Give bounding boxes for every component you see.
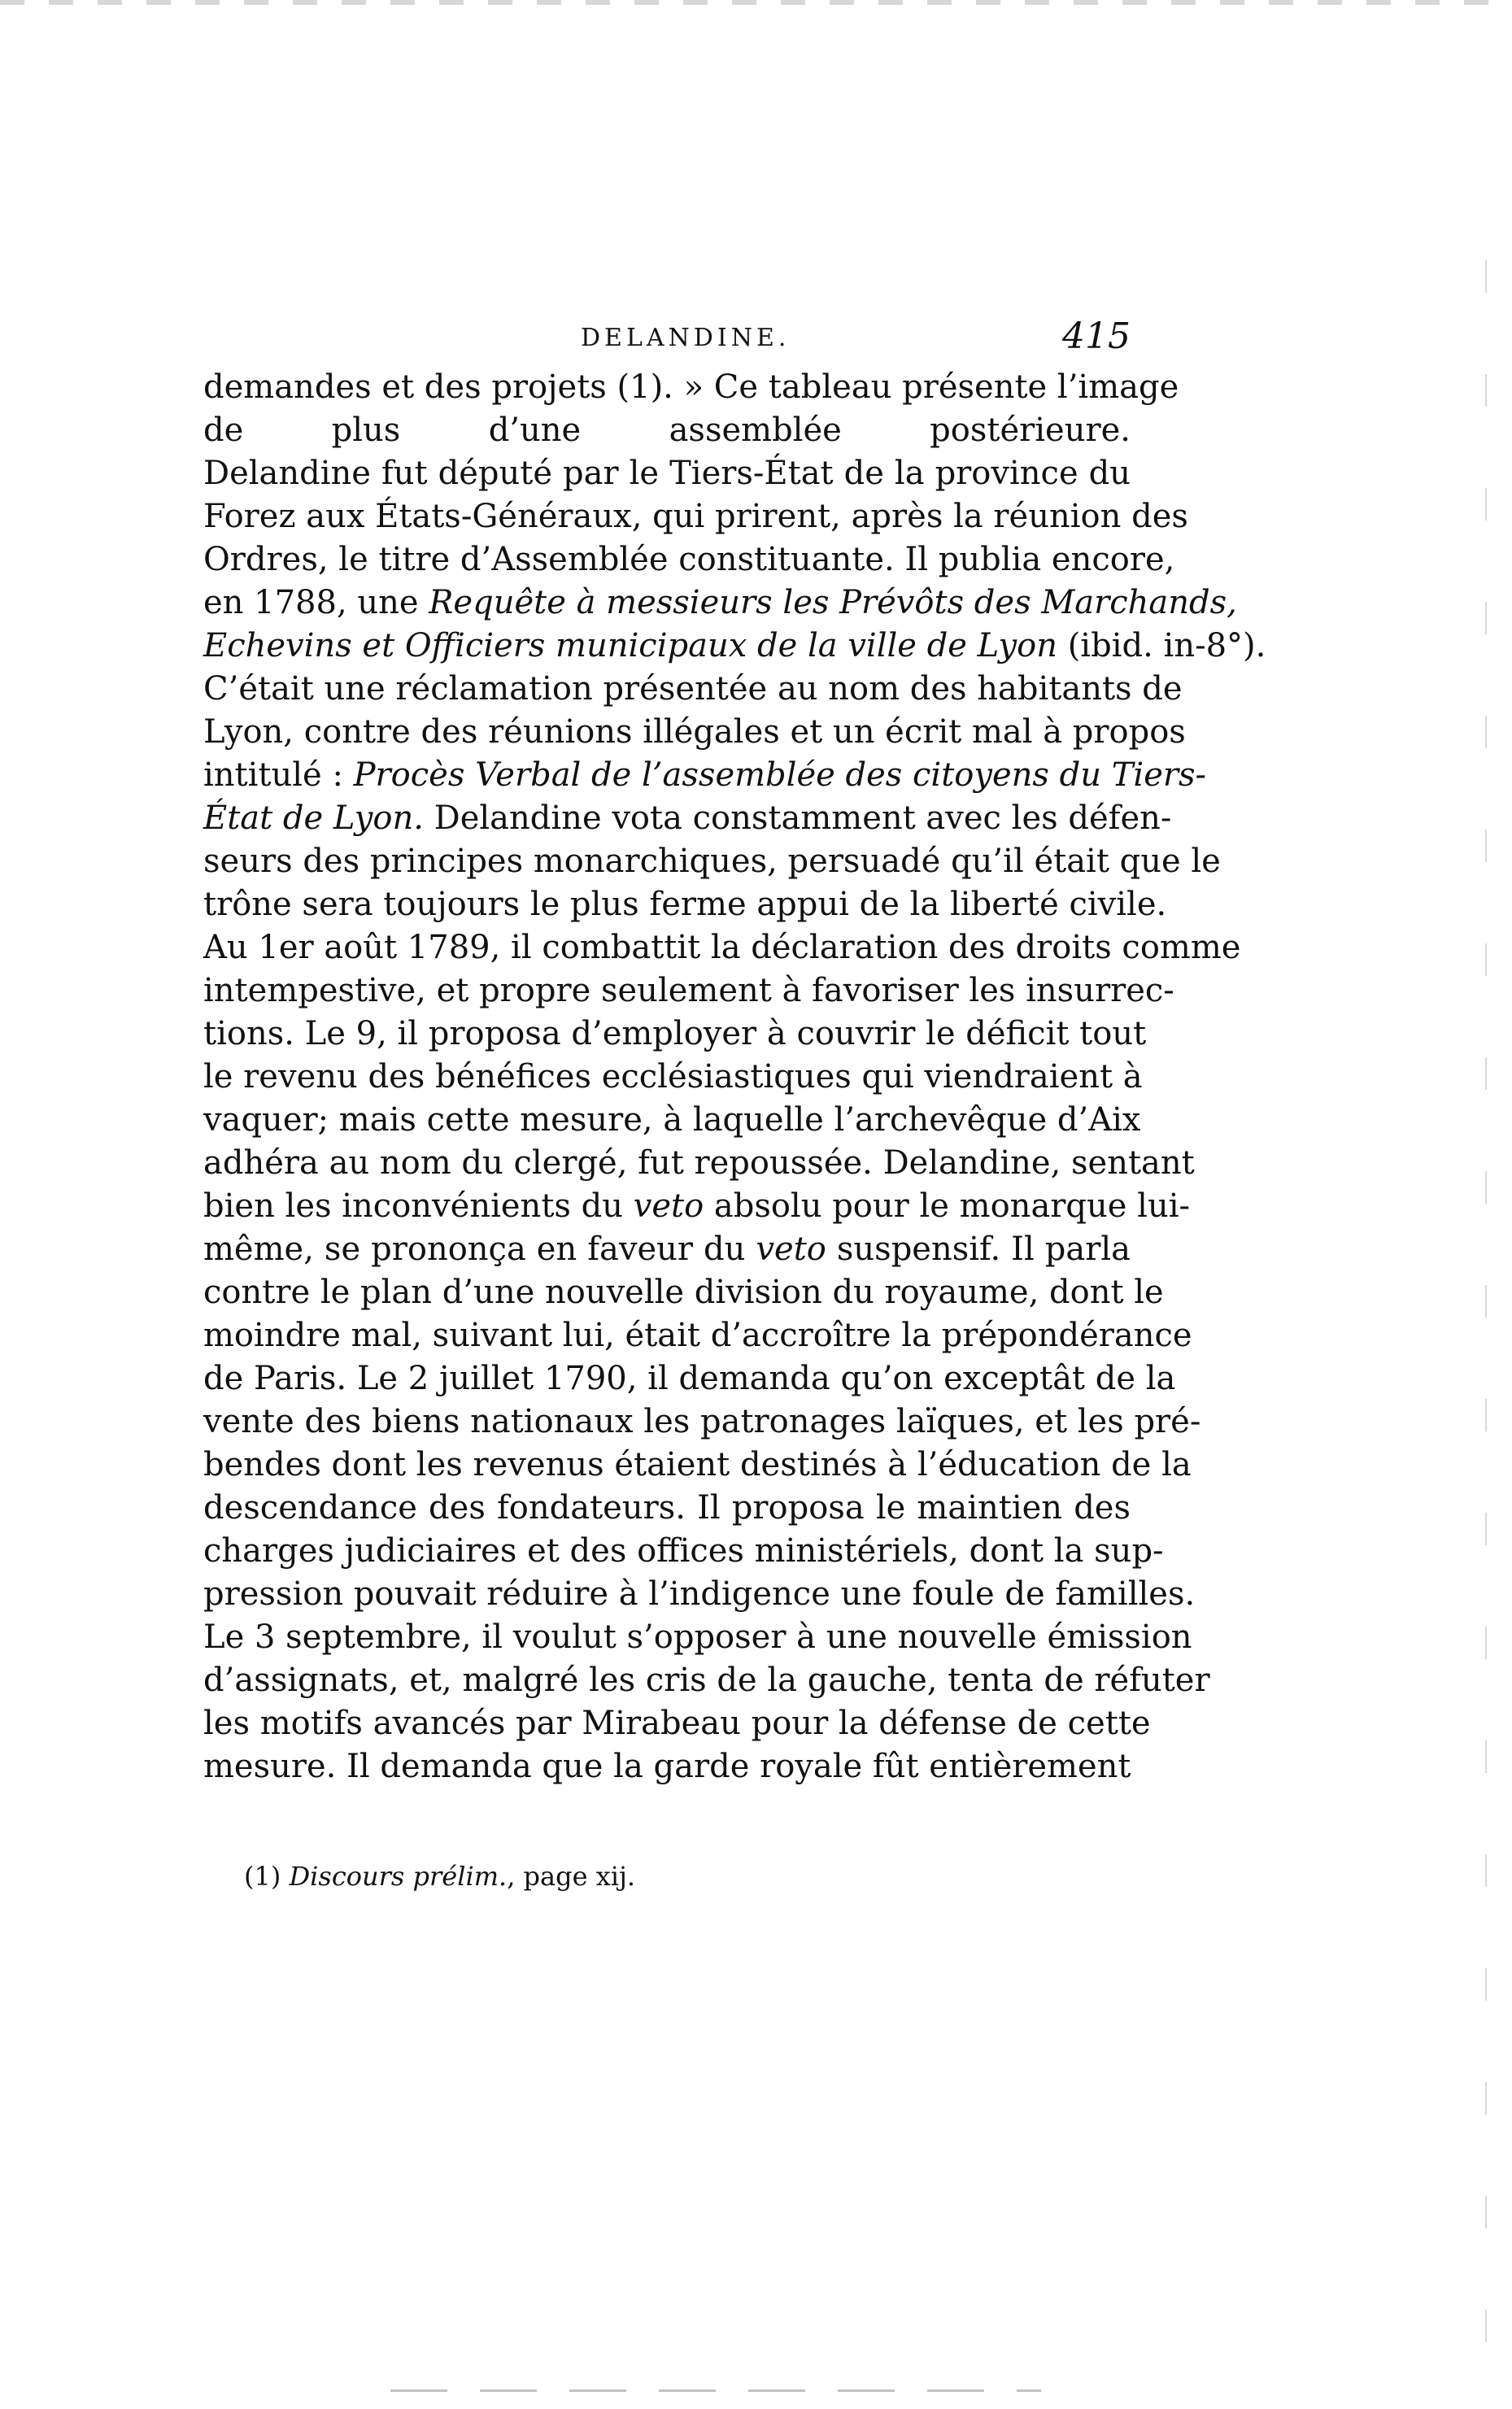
text-segment: Ordres, le titre d’Assemblée constituante. Il publia encore, bbox=[203, 541, 1175, 578]
italic-text: Echevins et Officiers municipaux de la ville de Lyon bbox=[203, 627, 1057, 664]
text-segment: intempestive, et propre seulement à favoriser les insurrec- bbox=[203, 972, 1174, 1009]
page-number: 415 bbox=[1062, 316, 1131, 357]
text-segment: Delandine fut député par le Tiers-État de la province du bbox=[203, 455, 1131, 492]
text-segment: moindre mal, suivant lui, était d’accroître la prépondérance bbox=[203, 1317, 1192, 1354]
text-line bbox=[203, 1142, 1195, 1185]
text-line bbox=[203, 668, 1183, 711]
text-line bbox=[203, 711, 1186, 754]
text-segment: contre le plan d’une nouvelle division du royaume, dont le bbox=[203, 1274, 1164, 1311]
text-line bbox=[203, 754, 1207, 797]
text-segment: le revenu des bénéfices ecclésiastiques qui viendraient à bbox=[203, 1058, 1143, 1096]
text-line bbox=[203, 1185, 1191, 1228]
text-segment: d’assignats, et, malgré les cris de la gauche, tenta de réfuter bbox=[203, 1662, 1210, 1699]
text-segment: tions. Le 9, il proposa d’employer à couvrir le déficit tout bbox=[203, 1015, 1147, 1052]
page-edge-right bbox=[1485, 260, 1487, 2375]
text-segment: les motifs avancés par Mirabeau pour la défense de cette bbox=[203, 1705, 1151, 1742]
page-header bbox=[203, 316, 1131, 364]
text-segment: Au 1er août 1789, il combattit la déclaration des droits comme bbox=[203, 929, 1241, 966]
text-segment: adhéra au nom du clergé, fut repoussée. Delandine, sentant bbox=[203, 1144, 1195, 1182]
text-line bbox=[203, 452, 1131, 495]
body-text bbox=[203, 366, 1266, 1788]
text-segment: Le 3 septembre, il voulut s’opposer à une nouvelle émission bbox=[203, 1618, 1192, 1656]
text-segment: bien les inconvénients du bbox=[203, 1187, 634, 1225]
text-segment: Delandine vota constamment avec les défen- bbox=[423, 799, 1172, 837]
text-line bbox=[203, 1487, 1131, 1530]
text-line bbox=[203, 1013, 1147, 1056]
text-line bbox=[203, 1573, 1196, 1616]
text-line bbox=[203, 969, 1174, 1013]
text-segment: vaquer; mais cette mesure, à laquelle l’archevêque d’Aix bbox=[203, 1101, 1141, 1139]
text-line bbox=[203, 366, 1179, 409]
text-segment: de plus d’une assemblée postérieure. bbox=[203, 412, 1131, 449]
text-line bbox=[203, 1228, 1131, 1271]
text-line bbox=[203, 1530, 1164, 1573]
text-segment: Lyon, contre des réunions illégales et un écrit mal à propos bbox=[203, 713, 1186, 751]
text-segment: demandes et des projets (1). » Ce tableau présente l’image bbox=[203, 368, 1179, 406]
text-segment: absolu pour le monarque lui- bbox=[704, 1187, 1191, 1225]
text-line bbox=[203, 1271, 1164, 1314]
text-line bbox=[203, 1444, 1192, 1487]
text-line bbox=[203, 1616, 1192, 1659]
text-line bbox=[203, 409, 1131, 452]
text-segment: vente des biens nationaux les patronages laïques, et les pré- bbox=[203, 1403, 1201, 1440]
footnote-italic: Discours prélim. bbox=[289, 1861, 508, 1892]
text-line bbox=[203, 538, 1175, 582]
text-line bbox=[203, 1099, 1141, 1142]
text-segment: seurs des principes monarchiques, persuadé qu’il était que le bbox=[203, 843, 1221, 880]
text-segment: en 1788, une bbox=[203, 584, 429, 621]
italic-text: État de Lyon. bbox=[203, 799, 424, 837]
text-segment: descendance des fondateurs. Il proposa le maintien des bbox=[203, 1489, 1131, 1527]
text-line bbox=[203, 1702, 1151, 1745]
text-line bbox=[203, 1056, 1143, 1099]
text-segment: même, se prononça en faveur du bbox=[203, 1231, 756, 1268]
text-segment: Forez aux États-Généraux, qui prirent, après la réunion des bbox=[203, 498, 1188, 535]
text-line bbox=[203, 1357, 1176, 1401]
text-segment: C’était une réclamation présentée au nom des habitants de bbox=[203, 670, 1183, 708]
italic-text: veto bbox=[633, 1187, 704, 1225]
text-line bbox=[203, 797, 1172, 840]
page-edge-top bbox=[0, 0, 1512, 5]
footnote bbox=[244, 1860, 635, 1893]
text-segment: intitulé : bbox=[203, 756, 354, 794]
text-line bbox=[203, 495, 1188, 538]
text-segment: mesure. Il demanda que la garde royale fût entièrement bbox=[203, 1748, 1131, 1785]
text-line bbox=[203, 1401, 1201, 1444]
text-line bbox=[203, 926, 1241, 969]
text-line bbox=[203, 883, 1167, 926]
text-segment: trône sera toujours le plus ferme appui de la liberté civile. bbox=[203, 886, 1167, 923]
italic-text: veto bbox=[756, 1231, 826, 1268]
text-segment: suspensif. Il parla bbox=[826, 1231, 1131, 1268]
footnote-text: (1) bbox=[244, 1861, 290, 1892]
text-line bbox=[203, 1659, 1210, 1702]
text-segment: (ibid. in-8°). bbox=[1057, 627, 1266, 664]
text-segment: charges judiciaires et des offices ministériels, dont la sup- bbox=[203, 1532, 1164, 1570]
text-line bbox=[203, 1314, 1192, 1357]
footnote-text: , page xij. bbox=[507, 1861, 636, 1892]
text-line bbox=[203, 840, 1221, 883]
text-line bbox=[203, 582, 1237, 625]
running-head: DELANDINE. bbox=[581, 324, 791, 352]
text-segment: bendes dont les revenus étaient destinés à l’éducation de la bbox=[203, 1446, 1192, 1483]
text-line bbox=[203, 1745, 1131, 1788]
italic-text: Requête à messieurs les Prévôts des Marchands, bbox=[429, 584, 1237, 621]
text-segment: de Paris. Le 2 juillet 1790, il demanda qu’on exceptât de la bbox=[203, 1360, 1176, 1397]
italic-text: Procès Verbal de l’assemblée des citoyens du Tiers- bbox=[353, 756, 1207, 794]
text-line bbox=[203, 625, 1266, 668]
page-edge-bottom bbox=[390, 2389, 1041, 2392]
text-segment: pression pouvait réduire à l’indigence une foule de familles. bbox=[203, 1575, 1196, 1613]
